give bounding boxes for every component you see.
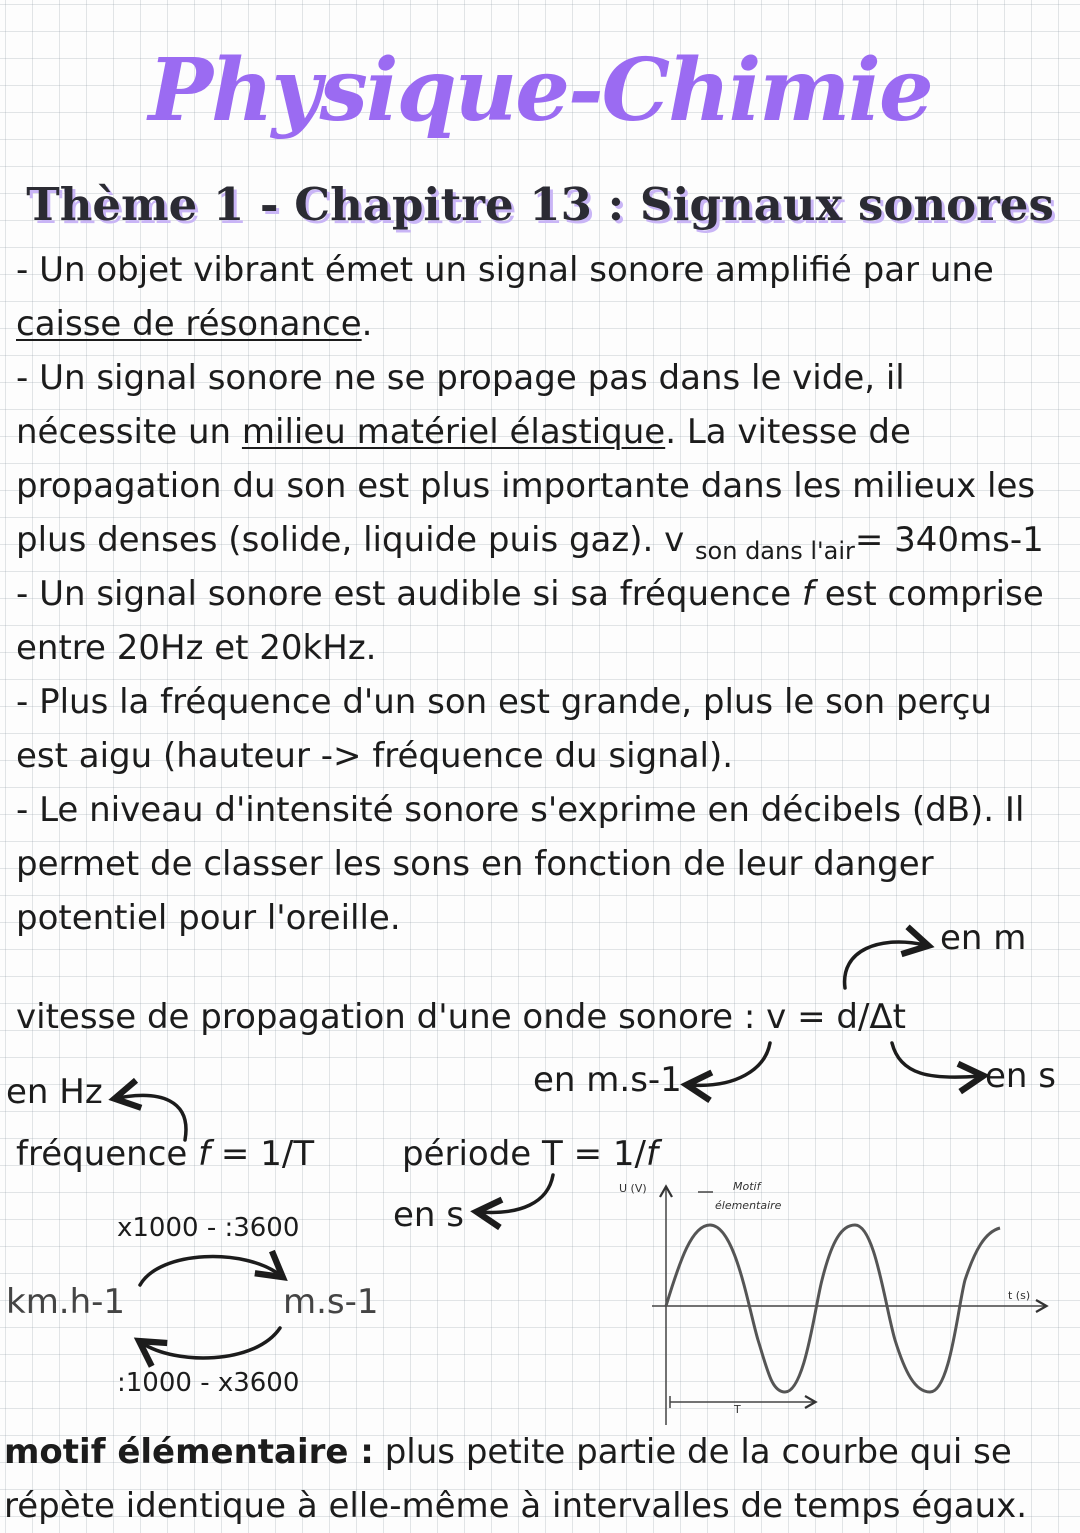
- signal-graph: [652, 1188, 1045, 1425]
- unit-ms: m.s-1: [283, 1282, 379, 1322]
- sine-curve: [666, 1225, 1000, 1392]
- text-line: entre 20Hz et 20kHz.: [16, 628, 377, 668]
- conversion-forward-arrow: [140, 1257, 280, 1285]
- text-fragment: période T = 1/: [402, 1134, 646, 1174]
- text-fragment: .: [361, 304, 373, 344]
- definition-term: motif élémentaire :: [4, 1432, 374, 1472]
- text-line: [16, 297, 372, 351]
- text-fragment: est comprise: [813, 574, 1044, 614]
- conversion-forward: x1000 - :3600: [117, 1213, 300, 1243]
- unit-speed: en m.s-1: [533, 1060, 682, 1100]
- unit-kmh: km.h-1: [6, 1282, 126, 1322]
- frequency-formula: [16, 1134, 314, 1174]
- period-formula: [402, 1134, 658, 1174]
- text-fragment: nécessite un: [16, 412, 242, 452]
- definition-line: répète identique à elle-même à intervalles de temps égaux.: [4, 1486, 1028, 1526]
- underlined-term: milieu matériel élastique: [241, 412, 666, 452]
- conversion-backward: :1000 - x3600: [117, 1368, 300, 1398]
- graph-period-label: T: [734, 1403, 741, 1416]
- text-line: [16, 567, 1044, 621]
- unit-period: en s: [393, 1195, 464, 1235]
- graph-legend-line1: Motif: [733, 1180, 761, 1193]
- subscript: son dans l'air: [695, 537, 855, 565]
- text-line: - Le niveau d'intensité sonore s'exprime en décibels (dB). Il: [16, 790, 1025, 830]
- text-fragment: plus denses (solide, liquide puis gaz). v: [16, 520, 696, 560]
- text-fragment: - Un signal sonore est audible si sa fréquence: [16, 574, 802, 614]
- text-line: propagation du son est plus importante dans les milieux les: [16, 466, 1036, 506]
- text-line: [16, 405, 911, 459]
- text-fragment: plus petite partie de la courbe qui se: [373, 1432, 1012, 1472]
- text-line: - Un signal sonore ne se propage pas dans le vide, il: [16, 358, 905, 398]
- text-fragment: = 1/T: [210, 1134, 315, 1174]
- text-fragment: = 340ms-1: [854, 520, 1044, 560]
- arrow-icon: [892, 1043, 980, 1077]
- symbol-f: f: [198, 1134, 211, 1174]
- chapter-subtitle: Thème 1 - Chapitre 13 : Signaux sonores: [26, 178, 1054, 231]
- symbol-f: f: [646, 1134, 658, 1174]
- arrow-icon: [480, 1175, 553, 1212]
- unit-time: en s: [985, 1056, 1056, 1096]
- speed-formula: vitesse de propagation d'une onde sonore : v = d/Δt: [16, 997, 907, 1037]
- text-line: - Plus la fréquence d'un son est grande, plus le son perçu: [16, 682, 992, 722]
- definition-line: [4, 1425, 1012, 1479]
- underlined-term: caisse de résonance: [16, 304, 362, 344]
- text-line: permet de classer les sons en fonction de leur danger: [16, 844, 934, 884]
- graph-y-label: U (V): [619, 1182, 647, 1195]
- text-line: est aigu (hauteur -> fréquence du signal).: [16, 736, 734, 776]
- arrow-icon: [690, 1043, 770, 1085]
- text-line: - Un objet vibrant émet un signal sonore amplifié par une: [16, 250, 994, 290]
- unit-distance: en m: [940, 918, 1027, 958]
- symbol-f: f: [801, 574, 814, 614]
- arrow-icon: [845, 942, 925, 988]
- page-title: Physique-Chimie: [148, 40, 932, 141]
- text-fragment: . La vitesse de: [665, 412, 911, 452]
- text-fragment: fréquence: [16, 1134, 199, 1174]
- graph-legend-line2: élementaire: [715, 1199, 782, 1212]
- unit-hertz: en Hz: [6, 1072, 103, 1112]
- graph-x-label: t (s): [1008, 1289, 1031, 1302]
- conversion-backward-arrow: [142, 1328, 280, 1358]
- text-line: potentiel pour l'oreille.: [16, 898, 401, 938]
